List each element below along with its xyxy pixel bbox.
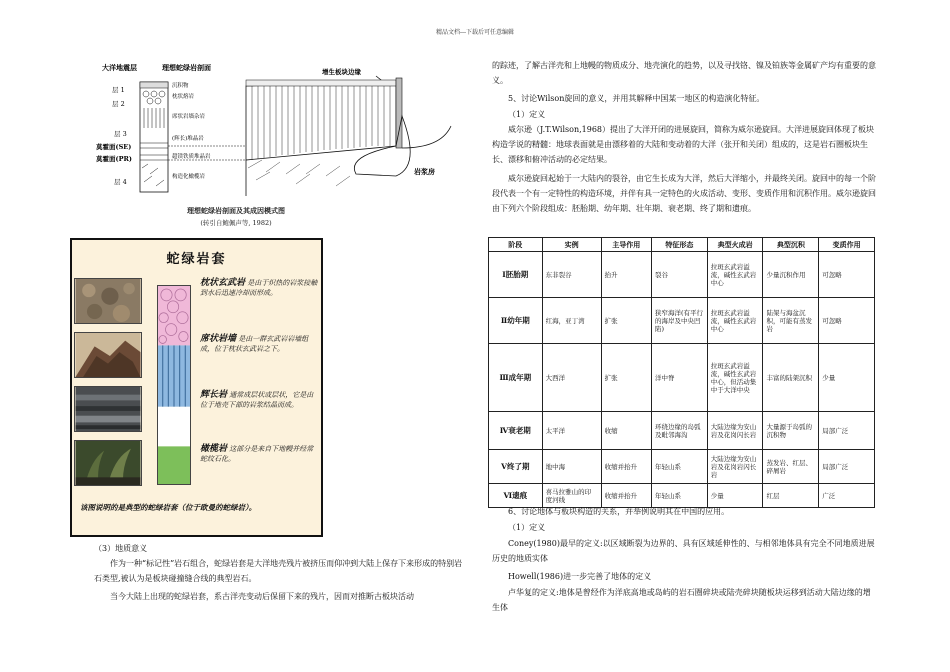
table-cell: 狭窄海洋(有平行的海岸及中央凹陷) xyxy=(651,298,707,344)
table-row xyxy=(489,252,875,298)
table-row xyxy=(489,450,875,484)
table-cell: 可忽略 xyxy=(819,252,875,298)
stratum-label: 沉积物 xyxy=(172,83,189,89)
column-header: 实例 xyxy=(542,238,601,252)
layer-label: 层 4 xyxy=(114,178,127,186)
table-cell: 红海，亚丁湾 xyxy=(542,298,601,344)
table-cell: 拉斑玄武岩溢流，碱性玄武岩中心 xyxy=(707,252,763,298)
layer-name: 橄榄岩 xyxy=(200,444,228,454)
stratum-label: 超镁铁质堆晶岩 xyxy=(172,154,211,160)
layer-description-peridotite xyxy=(200,444,320,464)
table-cell: Ⅴ终了期 xyxy=(489,450,543,484)
column-header: 变质作用 xyxy=(819,238,875,252)
question-6-definition: （1）定义 xyxy=(508,523,546,532)
table-cell: 拉斑玄武岩溢流，碱性玄武岩中心，但活动集中于大洋中央 xyxy=(707,344,763,412)
peridotite-photo xyxy=(74,440,142,486)
ophiolite-column xyxy=(157,285,191,485)
table-cell: 少量 xyxy=(819,344,875,412)
layer-label: 层 3 xyxy=(114,130,127,138)
table-cell: Ⅲ成年期 xyxy=(489,344,543,412)
table-cell: 裂谷 xyxy=(651,252,707,298)
stratum-label: 席状岩墙杂岩 xyxy=(172,114,206,120)
table-header-row xyxy=(489,238,875,252)
table-cell: 太平洋 xyxy=(542,412,601,450)
table-cell: 收缩并抬升 xyxy=(601,450,651,484)
gabbro-photo xyxy=(74,386,142,432)
table-cell: 蒸发岩、红层、碎屑岩 xyxy=(763,450,819,484)
figure1-source: (转引自鲍佩声等, 1982) xyxy=(200,219,272,227)
right-paragraph-5: 卢华复的定义:地体是曾经作为洋底高地或岛屿的岩石圈碎块或陆壳碎块随板块运移到活动大陆边缘的增生体 xyxy=(492,588,871,612)
pillow-layer xyxy=(158,286,190,345)
table-cell: 少量沉积作用 xyxy=(763,252,819,298)
table-cell: 局部广泛 xyxy=(819,450,875,484)
stratum-label: 构造化橄榄岩 xyxy=(172,174,206,180)
column-header: 典型火成岩 xyxy=(707,238,763,252)
table-cell: 局部广泛 xyxy=(819,412,875,450)
panel-title: 蛇绿岩套 xyxy=(166,252,227,267)
figure1-caption: 理想蛇绿岩剖面及其成因模式图 xyxy=(187,206,285,215)
table-cell: Ⅵ遗痕 xyxy=(489,484,543,508)
table-cell: 抬升 xyxy=(601,252,651,298)
layer-description-dike xyxy=(200,334,320,354)
table-cell: 广泛 xyxy=(819,484,875,508)
sheeted-dike-photo xyxy=(74,332,142,378)
layer-name: 席状岩墙 xyxy=(200,334,237,344)
table-cell: 大西洋 xyxy=(542,344,601,412)
table-cell: 可忽略 xyxy=(819,298,875,344)
layer-description-gabbro xyxy=(200,390,320,410)
stratum-label: (辉长)堆晶岩 xyxy=(172,136,204,142)
layer-desc: 这部分是来自下地幔并经常蛇纹石化。 xyxy=(200,445,314,463)
table-cell: Ⅱ幼年期 xyxy=(489,298,543,344)
table-row xyxy=(489,412,875,450)
table-cell: 拉斑玄武岩溢流，碱性玄武岩中心 xyxy=(707,298,763,344)
table-cell: 收缩并抬升 xyxy=(601,484,651,508)
wilson-cycle-table xyxy=(488,237,875,508)
column-header: 典型沉积 xyxy=(763,238,819,252)
table-cell: 东非裂谷 xyxy=(542,252,601,298)
page-header-note: 精品文档---下载后可任意编辑 xyxy=(435,29,515,36)
table-row xyxy=(489,344,875,412)
significance-heading: （3）地质意义 xyxy=(94,544,148,553)
layer-desc: 是由于炽热的岩浆接触到水后迅速冷却而形成。 xyxy=(200,279,318,297)
table-cell: 陆架与海盆沉积，可能有蒸发岩 xyxy=(763,298,819,344)
table-cell: Ⅰ胚胎期 xyxy=(489,252,543,298)
right-paragraph-2: 威尔逊旋回起始于一大陆内的裂谷，由它生长成为大洋，然后大洋缩小，并最终关闭。旋回中的每一个阶段代表一个有一定特性的构造环境，并伴有具一定特色的火成活动、变形、变质作用和沉积作用。威尔逊旋回由下列六个阶段组成：胚胎期、幼年期、壮年期、衰老期、终了期和遗痕。 xyxy=(492,174,876,213)
right-paragraph-1: 威尔逊（J.T.Wilson,1968）提出了大洋开闭的进展旋回，简称为威尔逊旋回。大洋进展旋回体现了板块构造学说的精髓：地球表面就是由漂移着的大陆和变动着的大洋（张开和关闭）组成的，这是岩石圈板块生长、漂移和俯冲活动的必定结果。 xyxy=(492,125,875,164)
table-cell: 大陆边缘为安山岩及花岗岩闪长岩 xyxy=(707,450,763,484)
left-paragraph-1: 作为一种“标记性”岩石组合，蛇绿岩套是大洋地壳残片被挤压而仰冲到大陆上保存下来形成的特别岩石类型,被认为是板块碰撞缝合线的典型岩石。 xyxy=(94,559,463,583)
table-cell: 大量源于岛弧的沉积物 xyxy=(763,412,819,450)
table-cell: 洋中脊 xyxy=(651,344,707,412)
left-paragraph-2: 当今大陆上出现的蛇绿岩套，系古洋壳变动后保留下来的残片，因而对推断古板块活动 xyxy=(110,592,414,601)
table-cell: 年轻山系 xyxy=(651,450,707,484)
stratum-label: 枕状熔岩 xyxy=(172,94,195,100)
column-header: 主导作用 xyxy=(601,238,651,252)
moho-label: 莫霍面(SE) xyxy=(96,143,132,151)
table-cell: 地中海 xyxy=(542,450,601,484)
margin-label: 增生板块边缘 xyxy=(322,68,361,76)
panel-footer: 该图说明的是典型的蛇绿岩套（位于欧曼的蛇绿岩）。 xyxy=(80,503,257,512)
table-cell: 环绕边缘的岛弧及毗邻海沟 xyxy=(651,412,707,450)
table-cell: Ⅳ衰老期 xyxy=(489,412,543,450)
table-cell: 收缩 xyxy=(601,412,651,450)
table-cell: 喜马拉雅山的印度河线 xyxy=(542,484,601,508)
right-paragraph-4: Howell(1986)进一步完善了地体的定义 xyxy=(508,572,652,581)
table-cell: 红层 xyxy=(763,484,819,508)
question-5-definition: （1）定义 xyxy=(508,110,546,119)
seismic-layer-title: 大洋地震层 xyxy=(102,63,137,72)
table-cell: 丰富的陆架沉积 xyxy=(763,344,819,412)
layer-desc: 通常成层状或层状，它是由位于地壳下部的岩浆结晶而成。 xyxy=(200,391,314,409)
table-cell: 年轻山系 xyxy=(651,484,707,508)
column-header: 阶段 xyxy=(489,238,543,252)
table-cell: 扩张 xyxy=(601,298,651,344)
gabbro-layer xyxy=(158,407,190,447)
layer-label: 层 2 xyxy=(112,100,125,108)
layer-desc: 是由一群玄武岩岩墙组成，位于枕状玄武岩之下。 xyxy=(200,335,309,353)
peridotite-layer xyxy=(158,446,190,484)
moho-label: 莫霍面(PR) xyxy=(96,155,132,163)
pillow-basalt-photo xyxy=(74,278,142,324)
table-cell: 少量 xyxy=(707,484,763,508)
layer-name: 辉长岩 xyxy=(200,390,228,400)
magma-chamber-label: 岩浆房 xyxy=(414,167,435,176)
table-row xyxy=(489,298,875,344)
section-title: 理想蛇绿岩剖面 xyxy=(162,63,211,72)
right-paragraph-0: 的踪迹，了解古洋壳和上地幔的物质成分、地壳演化的趋势，以及寻找铬、镍及铂族等金属矿产均有重要的意义。 xyxy=(492,61,876,85)
layer-name: 枕状玄武岩 xyxy=(200,278,246,288)
layer-description-pillow xyxy=(200,278,320,298)
table-cell: 扩张 xyxy=(601,344,651,412)
question-5: 5、讨论Wilson旋回的意义，并用其解释中国某一地区的构造演化特征。 xyxy=(508,94,765,103)
column-header: 特征形态 xyxy=(651,238,707,252)
ophiolite-section-diagram xyxy=(96,56,466,226)
table-cell: 大陆边缘为安山岩及花岗闪长岩 xyxy=(707,412,763,450)
layer-label: 层 1 xyxy=(112,86,125,94)
ophiolite-suite-panel xyxy=(70,238,323,537)
section-drawing xyxy=(96,56,466,226)
question-6: 6、讨论地体与板块构造的关系，并举例说明其在中国的应用。 xyxy=(508,507,730,516)
right-paragraph-3: Coney(1980)最早的定义:以区域断裂为边界的、具有区域延伸性的、与相邻地体具有完全不同地质进展历史的地质实体 xyxy=(492,539,875,563)
